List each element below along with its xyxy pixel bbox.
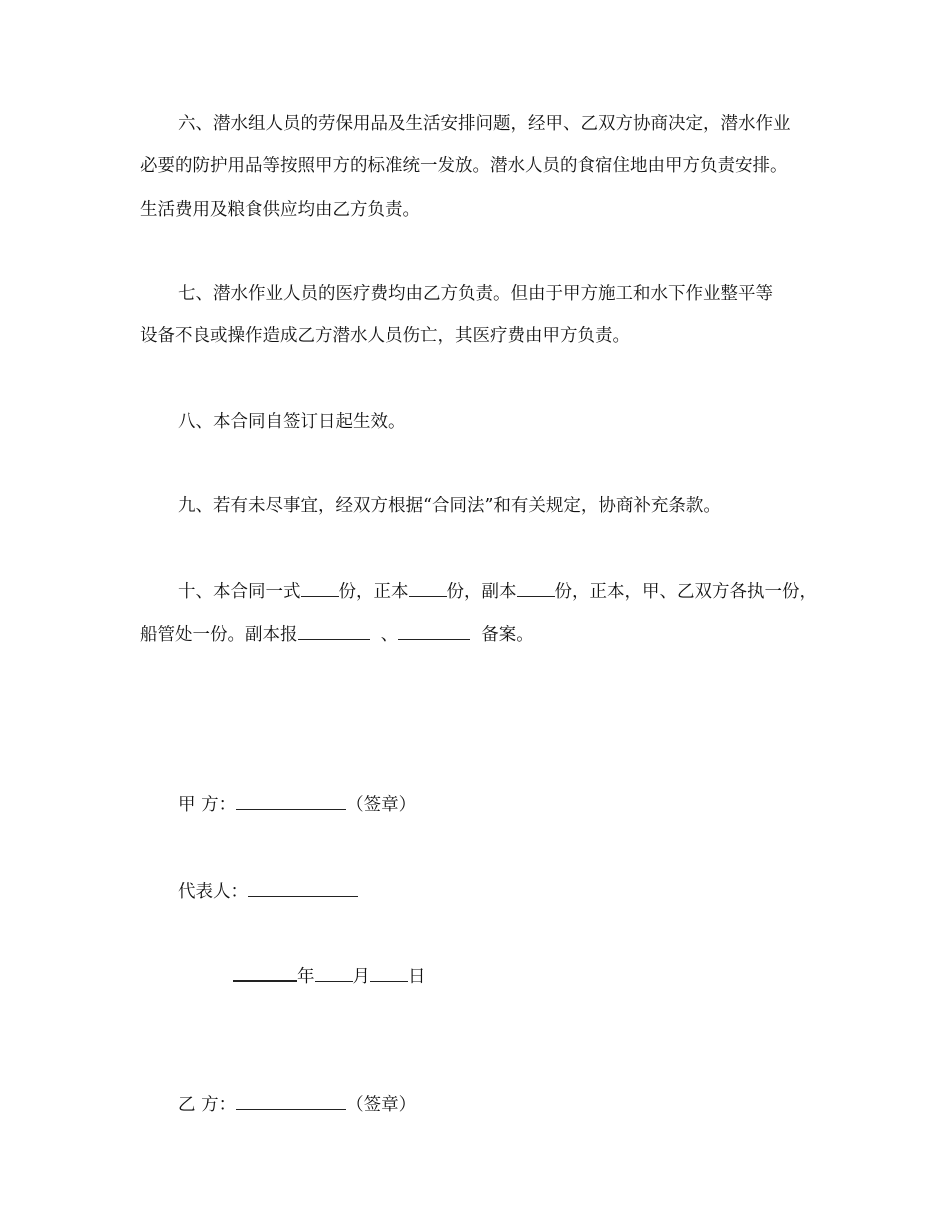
clause10-line2 xyxy=(140,622,534,647)
originals-blank[interactable] xyxy=(409,579,447,597)
date-line xyxy=(233,963,426,989)
clause10-text-g: 备案。 xyxy=(481,625,534,645)
clause10-text-b: 份，正本 xyxy=(338,582,409,602)
year-blank[interactable] xyxy=(233,963,297,982)
party-a-line xyxy=(178,792,416,817)
party-b-seal: （签章） xyxy=(346,1095,417,1115)
party-b-label: 乙 方： xyxy=(178,1095,237,1115)
clause7-line2: 设备不良或操作造成乙方潜水人员伤亡，其医疗费由甲方负责。 xyxy=(140,326,630,346)
year-label: 年 xyxy=(297,967,315,987)
month-blank[interactable] xyxy=(315,964,353,982)
month-label: 月 xyxy=(352,967,370,987)
party-a-label: 甲 方： xyxy=(178,795,237,815)
duplicates-blank[interactable] xyxy=(517,579,555,597)
clause9-line1: 九、若有未尽事宜，经双方根据“合同法”和有关规定，协商补充条款。 xyxy=(178,496,721,516)
representative-line xyxy=(178,879,358,904)
clause6-line2: 必要的防护用品等按照甲方的标准统一发放。潜水人员的食宿住地由甲方负责安排。 xyxy=(140,156,788,176)
clause10-text-e: 船管处一份。副本报 xyxy=(140,625,298,645)
party-a-seal: （签章） xyxy=(346,795,417,815)
clause10-text-c: 份，副本 xyxy=(446,582,517,602)
clause7-line1: 七、潜水作业人员的医疗费均由乙方负责。但由于甲方施工和水下作业整平等 xyxy=(178,284,773,304)
clause8-line1: 八、本合同自签订日起生效。 xyxy=(178,412,406,432)
filing-authority-blank-2[interactable] xyxy=(398,622,470,640)
representative-blank[interactable] xyxy=(248,879,358,897)
party-b-signature-blank[interactable] xyxy=(236,1092,346,1110)
day-blank[interactable] xyxy=(370,964,408,982)
clause10-text-a: 十、本合同一式 xyxy=(178,582,301,602)
day-label: 日 xyxy=(408,967,426,987)
copies-total-blank[interactable] xyxy=(301,579,339,597)
party-b-line xyxy=(178,1092,416,1117)
clause6-line3: 生活费用及粮食供应均由乙方负责。 xyxy=(140,200,420,220)
party-a-signature-blank[interactable] xyxy=(236,792,346,810)
clause10-text-f: 、 xyxy=(380,625,399,645)
clause6-line1: 六、潜水组人员的劳保用品及生活安排问题，经甲、乙双方协商决定，潜水作业 xyxy=(178,114,791,134)
representative-label: 代表人： xyxy=(178,882,248,902)
clause10-line1 xyxy=(178,579,817,604)
filing-authority-blank-1[interactable] xyxy=(298,622,370,640)
clause10-text-d: 份，正本，甲、乙双方各执一份， xyxy=(554,582,817,602)
